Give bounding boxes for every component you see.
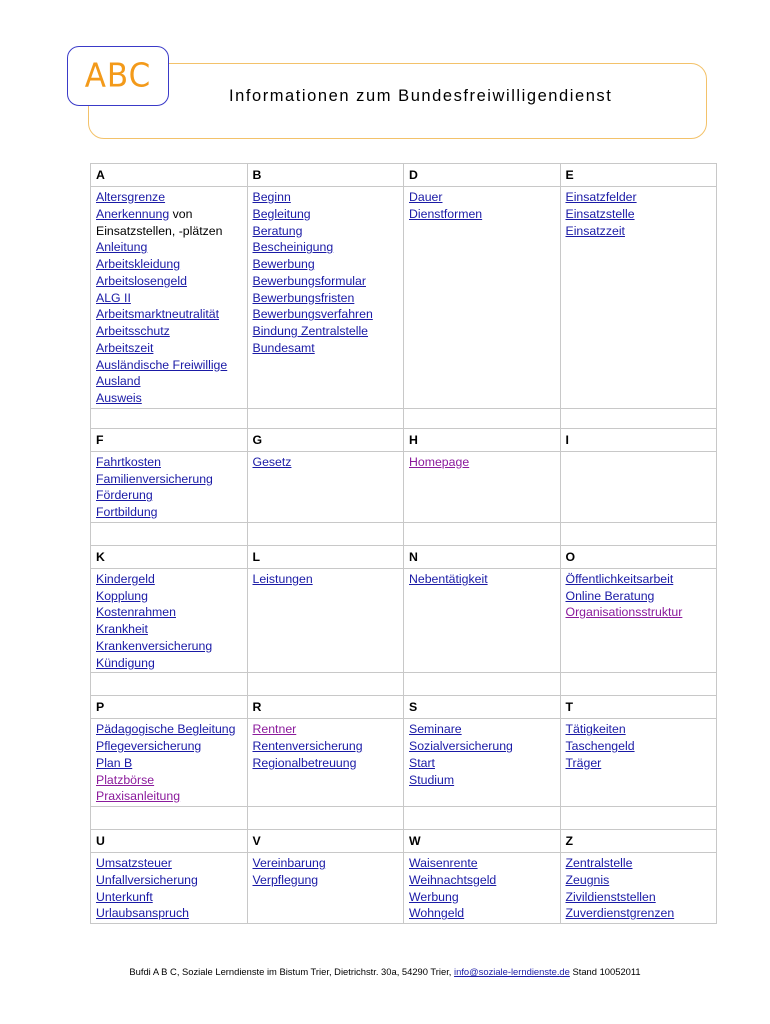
index-entry	[96, 638, 242, 655]
index-entry	[253, 755, 399, 772]
index-link[interactable]: Beratung	[252, 223, 303, 238]
letter-heading: G	[247, 428, 404, 451]
index-entry	[253, 273, 399, 290]
entries-cell	[560, 568, 717, 673]
letter-row	[91, 830, 717, 853]
entries-cell	[560, 853, 717, 924]
index-link[interactable]: Zivildienststellen	[565, 889, 656, 904]
index-entry	[96, 788, 242, 805]
index-link[interactable]: Regionalbetreuung	[252, 755, 357, 770]
index-entry	[253, 454, 399, 471]
letter-heading: I	[560, 428, 717, 451]
index-entry	[253, 571, 399, 588]
index-entry	[96, 256, 242, 273]
index-entry	[253, 872, 399, 889]
index-link[interactable]: Weihnachtsgeld	[409, 872, 497, 887]
index-link[interactable]: Begleitung	[252, 206, 311, 221]
index-entry	[566, 223, 712, 240]
entries-cell	[91, 853, 248, 924]
index-link[interactable]: Fortbildung	[96, 505, 158, 519]
index-link[interactable]: Zeugnis	[565, 872, 610, 887]
index-link[interactable]: Altersgrenze	[96, 190, 166, 204]
index-entry	[409, 571, 555, 588]
letter-row	[91, 545, 717, 568]
letter-heading: S	[404, 696, 561, 719]
entries-cell	[247, 451, 404, 522]
index-link[interactable]: Einsatzstelle	[565, 206, 635, 221]
letter-heading: E	[560, 164, 717, 187]
index-link[interactable]: Praxisanleitung	[96, 789, 181, 804]
index-entry	[409, 721, 555, 738]
index-entry	[96, 872, 242, 889]
index-link[interactable]: Arbeitsschutz	[96, 324, 170, 338]
index-entry	[566, 889, 712, 906]
entries-cell	[91, 568, 248, 673]
entries-cell	[247, 568, 404, 673]
spacer-row	[91, 522, 717, 545]
index-link[interactable]: Rentner	[252, 722, 297, 737]
index-entry	[409, 206, 555, 223]
letter-heading: F	[91, 428, 248, 451]
index-entry	[96, 357, 242, 374]
index-link[interactable]: Dienstformen	[409, 206, 483, 221]
footer	[0, 966, 770, 977]
index-entry	[96, 905, 242, 922]
index-entry	[253, 738, 399, 755]
index-entry	[409, 889, 555, 906]
index-link[interactable]: Bundesamt	[252, 340, 315, 355]
spacer-row	[91, 408, 717, 428]
index-link[interactable]: Beginn	[252, 190, 291, 204]
entries-cell	[247, 187, 404, 409]
entries-cell	[247, 719, 404, 807]
index-entry	[96, 889, 242, 906]
index-link[interactable]: ALG II	[96, 290, 131, 305]
entries-cell	[560, 719, 717, 807]
index-entry	[96, 621, 242, 638]
index-entry	[96, 390, 242, 407]
index-entry	[253, 256, 399, 273]
index-link[interactable]: Krankenversicherung	[96, 638, 213, 653]
letter-heading: H	[404, 428, 561, 451]
footer-date: Stand 10052011	[569, 966, 641, 977]
index-link[interactable]: Leistungen	[252, 571, 313, 586]
index-entry	[566, 189, 712, 206]
index-entry	[566, 855, 712, 872]
entries-row	[91, 451, 717, 522]
index-link[interactable]: Dauer	[409, 190, 443, 204]
index-link[interactable]: Start	[409, 755, 435, 770]
index-link[interactable]: Kindergeld	[96, 571, 155, 586]
index-entry	[566, 905, 712, 922]
index-entry	[96, 471, 242, 488]
index-entry	[253, 223, 399, 240]
entries-row	[91, 187, 717, 409]
spacer-cell	[404, 522, 561, 545]
index-link[interactable]: Anleitung	[96, 240, 148, 255]
index-link[interactable]: Unfallversicherung	[96, 872, 198, 887]
index-entry	[253, 721, 399, 738]
index-link[interactable]: Förderung	[96, 488, 153, 503]
index-entry	[566, 571, 712, 588]
index-link[interactable]: Bewerbung	[252, 257, 315, 271]
spacer-cell	[560, 673, 717, 696]
index-entry	[253, 290, 399, 307]
index-entry	[409, 905, 555, 922]
entry-suffix: von	[169, 206, 193, 221]
index-entry	[409, 872, 555, 889]
index-link[interactable]: Umsatzsteuer	[96, 856, 172, 870]
index-entry	[96, 487, 242, 504]
entries-cell	[560, 451, 717, 522]
index-entry	[566, 604, 712, 621]
spacer-cell	[404, 807, 561, 830]
spacer-cell	[560, 408, 717, 428]
abc-index-body	[91, 164, 717, 924]
index-entry	[566, 721, 712, 738]
index-entry	[566, 872, 712, 889]
index-link[interactable]: Ausland	[96, 374, 141, 389]
index-entry	[566, 738, 712, 755]
entries-cell	[404, 568, 561, 673]
index-entry	[96, 738, 242, 755]
index-entry	[96, 772, 242, 789]
entries-cell	[247, 853, 404, 924]
index-link[interactable]: Ausweis	[96, 391, 142, 405]
index-link[interactable]: Wohngeld	[409, 906, 465, 921]
index-link[interactable]: Urlaubsanspruch	[96, 906, 189, 921]
index-entry	[409, 772, 555, 789]
letter-row	[91, 696, 717, 719]
index-entry	[96, 454, 242, 471]
index-entry	[96, 504, 242, 521]
letter-heading: T	[560, 696, 717, 719]
index-link[interactable]: Einsatzfelder	[565, 190, 637, 204]
letter-row	[91, 428, 717, 451]
letter-heading: V	[247, 830, 404, 853]
index-link[interactable]: Organisationsstruktur	[565, 605, 683, 620]
index-link[interactable]: Verpflegung	[252, 872, 319, 887]
spacer-cell	[404, 408, 561, 428]
index-entry	[253, 189, 399, 206]
index-entry	[409, 454, 555, 471]
index-link[interactable]: Seminare	[409, 722, 462, 737]
entry-text: Einsatzstellen, -plätzen	[96, 223, 223, 238]
spacer-cell	[247, 522, 404, 545]
index-entry	[96, 223, 242, 240]
index-entry	[96, 655, 242, 672]
index-link[interactable]: Pädagogische Begleitung	[96, 722, 236, 737]
index-entry	[96, 373, 242, 390]
index-entry	[409, 738, 555, 755]
index-link[interactable]: Studium	[409, 772, 455, 787]
index-link[interactable]: Homepage	[409, 454, 470, 469]
spacer-cell	[404, 673, 561, 696]
index-link[interactable]: Gesetz	[252, 454, 292, 469]
spacer-cell	[560, 807, 717, 830]
index-link[interactable]: Platzbörse	[96, 772, 155, 787]
index-entry	[96, 604, 242, 621]
letter-heading: R	[247, 696, 404, 719]
letter-heading: O	[560, 545, 717, 568]
entries-row	[91, 853, 717, 924]
index-link[interactable]: Kopplung	[96, 588, 148, 603]
index-entry	[96, 189, 242, 206]
spacer-row	[91, 673, 717, 696]
entries-cell	[404, 187, 561, 409]
entries-cell	[404, 451, 561, 522]
index-link[interactable]: Krankheit	[96, 622, 148, 636]
letter-heading: K	[91, 545, 248, 568]
index-link[interactable]: Kostenrahmen	[96, 605, 176, 620]
index-link[interactable]: Sozialversicherung	[409, 739, 513, 753]
index-link[interactable]: Anerkennung	[96, 206, 170, 221]
index-entry	[96, 290, 242, 307]
entries-row	[91, 719, 717, 807]
footer-text: Bufdi A B C, Soziale Lerndienste im Bistum Trier, Dietrichstr. 30a, 54290 Trier,	[129, 966, 455, 977]
index-link[interactable]: Tätigkeiten	[565, 722, 626, 737]
index-link[interactable]: Arbeitskleidung	[96, 257, 181, 271]
letter-heading: Z	[560, 830, 717, 853]
entries-cell	[91, 719, 248, 807]
spacer-cell	[247, 408, 404, 428]
index-entry	[253, 306, 399, 323]
index-entry	[96, 306, 242, 323]
spacer-cell	[247, 807, 404, 830]
spacer-cell	[247, 673, 404, 696]
index-link[interactable]: Bewerbungsformular	[252, 273, 366, 288]
index-entry	[96, 721, 242, 738]
index-link[interactable]: Bewerbungsverfahren	[252, 307, 373, 322]
abc-index-table	[90, 163, 717, 924]
index-link[interactable]: Nebentätigkeit	[409, 571, 488, 586]
index-entry	[96, 855, 242, 872]
index-entry	[409, 189, 555, 206]
index-link[interactable]: Plan B	[96, 755, 133, 770]
index-entry	[566, 588, 712, 605]
index-link[interactable]: Bewerbungsfristen	[252, 290, 355, 305]
index-entry	[96, 588, 242, 605]
index-link[interactable]: Pflegeversicherung	[96, 739, 202, 753]
index-link[interactable]: Arbeitslosengeld	[96, 273, 187, 288]
index-link[interactable]: Zentralstelle	[565, 856, 633, 870]
index-entry	[253, 206, 399, 223]
index-entry	[253, 340, 399, 357]
letter-heading: D	[404, 164, 561, 187]
index-entry	[253, 323, 399, 340]
index-entry	[96, 239, 242, 256]
index-link[interactable]: Rentenversicherung	[252, 739, 363, 753]
abc-logo	[67, 46, 169, 106]
index-entry	[96, 206, 242, 223]
letter-heading: L	[247, 545, 404, 568]
index-link[interactable]: Bescheinigung	[252, 240, 334, 255]
index-link[interactable]: Träger	[565, 755, 602, 770]
index-link[interactable]: Waisenrente	[409, 856, 478, 870]
index-entry	[96, 571, 242, 588]
letter-row	[91, 164, 717, 187]
index-link[interactable]: Kündigung	[96, 655, 155, 670]
footer-email-link[interactable]: info@soziale-lerndienste.de	[454, 966, 570, 977]
index-link[interactable]: Familienversicherung	[96, 471, 213, 486]
spacer-cell	[560, 522, 717, 545]
index-link[interactable]: Unterkunft	[96, 889, 153, 904]
index-link[interactable]: Bindung Zentralstelle	[252, 324, 369, 338]
letter-heading: P	[91, 696, 248, 719]
letter-heading: A	[91, 164, 248, 187]
index-entry	[96, 323, 242, 340]
index-link[interactable]: Öffentlichkeitsarbeit	[565, 571, 674, 586]
index-entry	[566, 755, 712, 772]
entries-cell	[91, 187, 248, 409]
spacer-cell	[91, 408, 248, 428]
letter-heading: W	[404, 830, 561, 853]
index-entry	[566, 206, 712, 223]
spacer-cell	[91, 522, 248, 545]
index-entry	[96, 273, 242, 290]
index-link[interactable]: Online Beratung	[565, 588, 655, 603]
index-link[interactable]: Werbung	[409, 889, 459, 904]
index-link[interactable]: Taschengeld	[565, 739, 635, 753]
index-link[interactable]: Fahrtkosten	[96, 454, 161, 469]
index-entry	[96, 340, 242, 357]
entries-cell	[404, 853, 561, 924]
index-entry	[96, 755, 242, 772]
letter-heading: B	[247, 164, 404, 187]
index-entry	[253, 855, 399, 872]
index-link[interactable]: Vereinbarung	[252, 856, 326, 870]
letter-heading: N	[404, 545, 561, 568]
letter-heading: U	[91, 830, 248, 853]
index-entry	[409, 755, 555, 772]
index-entry	[253, 239, 399, 256]
index-link[interactable]: Arbeitszeit	[96, 340, 154, 355]
spacer-cell	[91, 673, 248, 696]
index-entry	[409, 855, 555, 872]
index-link[interactable]: Ausländische Freiwillige	[96, 357, 228, 372]
index-link[interactable]: Einsatzzeit	[565, 223, 625, 238]
page-title: Informationen zum Bundesfreiwilligendienst	[229, 87, 613, 105]
index-link[interactable]: Zuverdienstgrenzen	[565, 906, 675, 921]
entries-cell	[404, 719, 561, 807]
logo-text: ABC	[84, 57, 152, 95]
entries-cell	[560, 187, 717, 409]
index-link[interactable]: Arbeitsmarktneutralität	[96, 307, 220, 322]
entries-cell	[91, 451, 248, 522]
spacer-row	[91, 807, 717, 830]
entries-row	[91, 568, 717, 673]
spacer-cell	[91, 807, 248, 830]
